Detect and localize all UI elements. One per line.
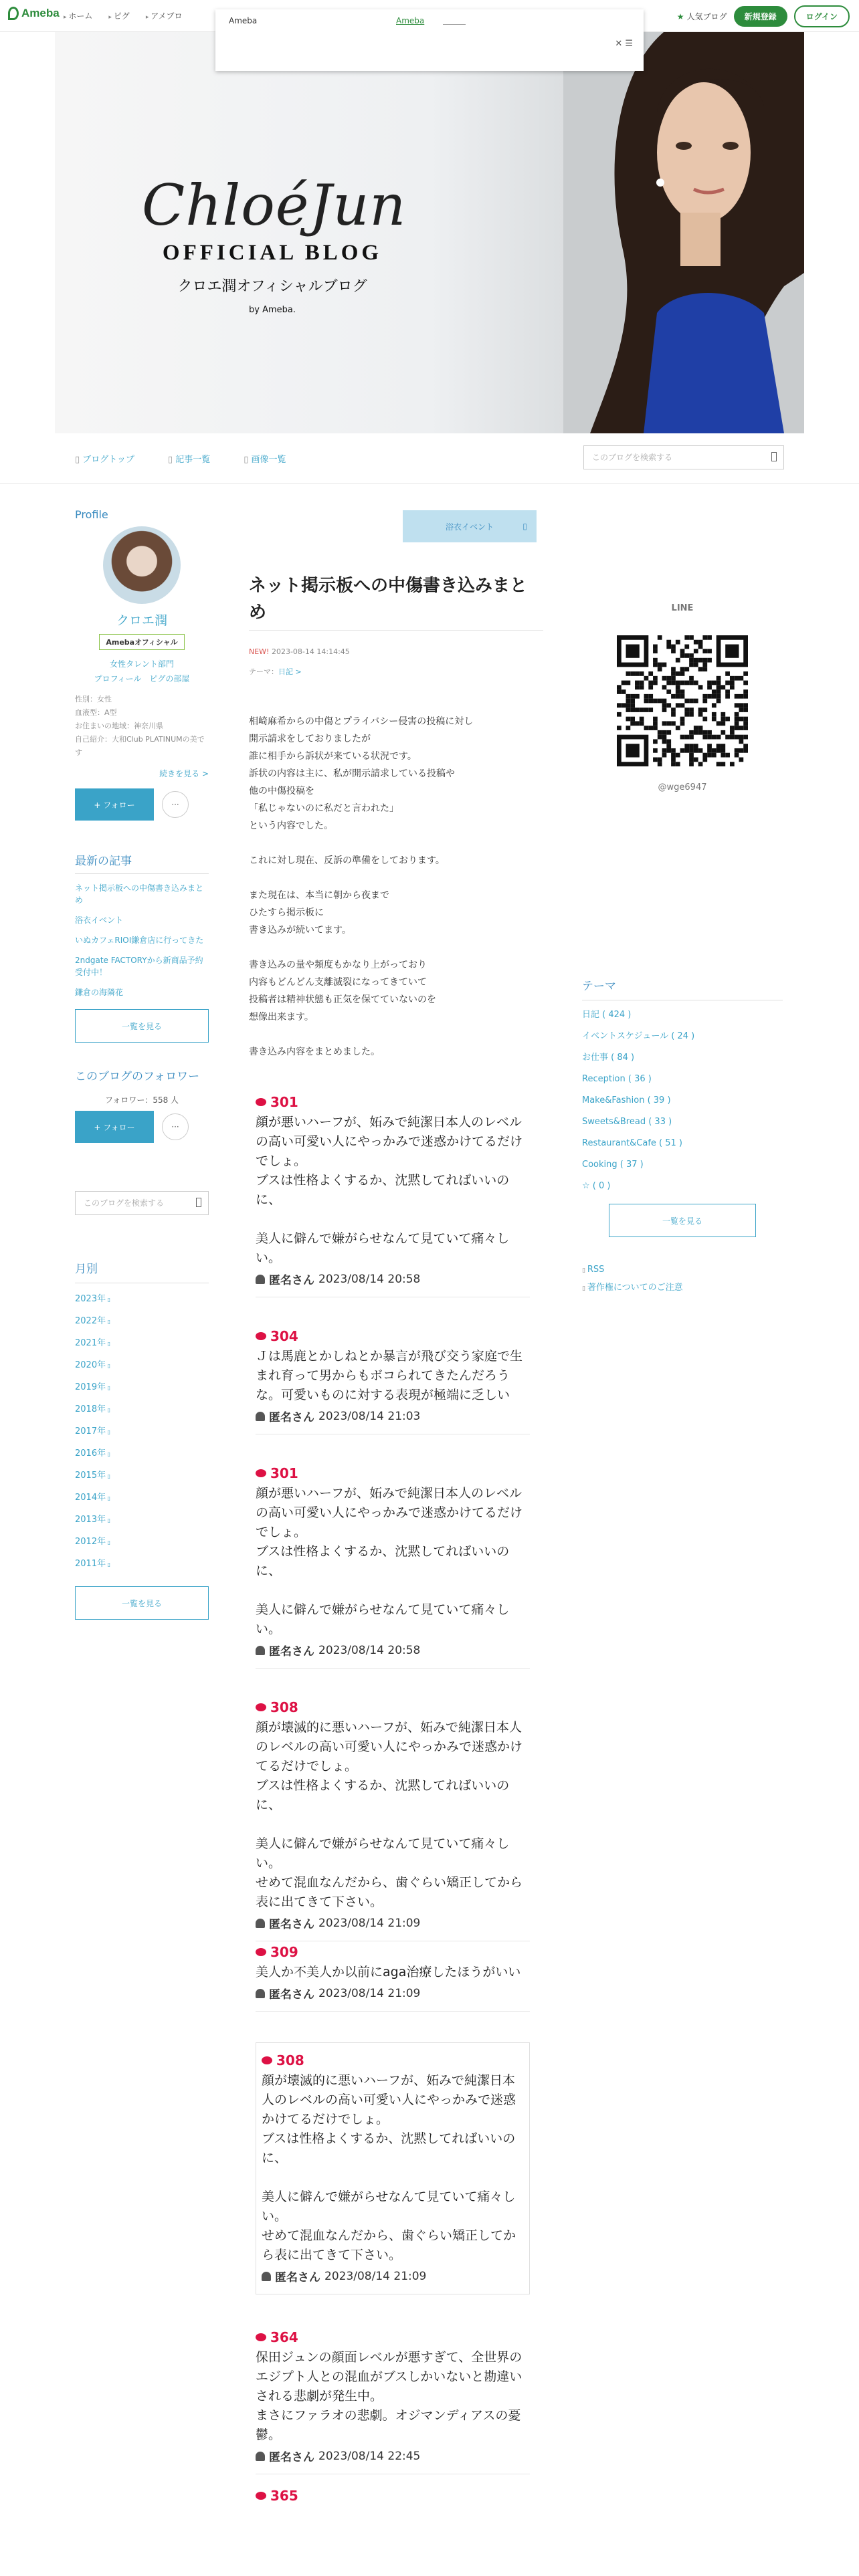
avatar[interactable] <box>103 526 181 604</box>
comment-number[interactable]: 365 <box>256 2488 530 2504</box>
month-item[interactable]: 2021年 ▯ <box>75 1333 209 1355</box>
article-line: また現在は、本当に朝から夜まで <box>249 890 389 901</box>
global-nav <box>64 10 182 21</box>
theme-item[interactable]: Make&Fashion ( 39 ) <box>582 1095 671 1105</box>
month-item[interactable]: 2019年 ▯ <box>75 1377 209 1399</box>
comment-number[interactable]: 309 <box>256 1944 530 1960</box>
theme-item[interactable]: 日記 ( 424 ) <box>582 1010 632 1020</box>
comment-number[interactable]: 301 <box>256 1465 530 1481</box>
profile-links[interactable]: プロフィール ピグの部屋 <box>94 674 190 683</box>
profile-blood: 血液型：A型 <box>75 708 117 717</box>
popup-link[interactable]: Ameba <box>396 16 425 25</box>
signup-button[interactable]: 新規登録 <box>734 6 787 27</box>
subnav-image-list[interactable]: ▯ 画像一覧 <box>244 452 286 465</box>
followers-section <box>75 1067 209 1143</box>
month-item[interactable]: 2020年 ▯ <box>75 1355 209 1377</box>
article-line: 訴状の内容は主に、私が開示請求している投稿や <box>249 768 455 779</box>
blog-title-by: by Ameba. <box>249 305 296 315</box>
comment-author <box>256 2448 530 2464</box>
article-line: 開示請求をしておりましたが <box>249 734 371 744</box>
article-line: 書き込みが続いてます。 <box>249 925 351 936</box>
latest-item[interactable]: 2ndgate FACTORYから新商品予約受付中！ <box>75 956 203 977</box>
line-qr-code[interactable] <box>617 635 748 766</box>
latest-list-button[interactable]: 一覧を見る <box>75 1009 209 1043</box>
comment-text: Ｊは馬鹿とかしねとか暴言が飛び交う家庭で生まれ育って男からもボコられてきたんだろうな。可愛いものに対する表現が極端に乏しい <box>256 1349 523 1402</box>
follow-button[interactable]: + フォロー <box>75 788 154 821</box>
month-item[interactable]: 2011年 ▯ <box>75 1553 209 1576</box>
portrait-image <box>563 32 804 433</box>
subnav-article-list[interactable]: ▯ 記事一覧 <box>168 452 210 465</box>
theme-link[interactable]: 日記 > <box>278 667 302 676</box>
theme-list-button[interactable]: 一覧を見る <box>609 1204 756 1237</box>
comment-number[interactable]: 308 <box>256 1699 530 1715</box>
popular-label: 人気ブログ <box>686 12 727 21</box>
profile-intro: 自己紹介：大和Club PLATINUMの美です <box>75 735 205 757</box>
more-options-icon-2[interactable]: ··· <box>162 1113 189 1140</box>
popup-close-icon[interactable]: ✕ ☰ <box>615 39 633 49</box>
month-item[interactable]: 2017年 ▯ <box>75 1421 209 1443</box>
ameba-logo[interactable] <box>8 7 60 20</box>
rss-link[interactable]: ▯ RSS <box>582 1261 683 1279</box>
article-body <box>249 713 473 1061</box>
comment-date: 2023/08/14 21:09 <box>318 1986 421 2000</box>
article-meta <box>249 647 350 656</box>
blog-title-block <box>142 173 407 315</box>
latest-item[interactable]: 鎌倉の海隣花 <box>75 988 124 997</box>
comment-item <box>256 1094 530 1297</box>
comment-author-name: 匿名さん <box>269 1988 314 2002</box>
theme-item[interactable]: イベントスケジュール ( 24 ) <box>582 1031 695 1041</box>
comment-author-name: 匿名さん <box>275 2271 320 2284</box>
search-icon[interactable] <box>771 452 777 461</box>
comment-author-name: 匿名さん <box>269 1645 314 1658</box>
theme-item[interactable]: ☆ ( 0 ) <box>582 1181 611 1191</box>
comment-author <box>256 1915 530 1931</box>
latest-item[interactable]: 浴衣イベント <box>75 916 124 925</box>
theme-item[interactable]: Restaurant&Cafe ( 51 ) <box>582 1138 683 1148</box>
profile-category[interactable]: 女性タレント部門 <box>110 659 174 669</box>
theme-label: テーマ： <box>249 667 278 676</box>
nav-pigg[interactable]: ▸ ピグ <box>108 10 129 21</box>
comment-item <box>256 2042 530 2294</box>
comment-number[interactable]: 364 <box>256 2329 530 2345</box>
theme-item[interactable]: Reception ( 36 ) <box>582 1074 652 1084</box>
comment-item <box>256 2488 530 2504</box>
blog-title-official: OFFICIAL BLOG <box>162 241 383 265</box>
search-placeholder: このブログを検索する <box>592 453 673 462</box>
logo-text: Ameba <box>21 7 60 19</box>
month-item[interactable]: 2015年 ▯ <box>75 1465 209 1487</box>
article-line: 「私じゃないのに私だと言われた」 <box>249 803 399 814</box>
comment-number[interactable]: 301 <box>256 1094 530 1110</box>
article-line: ひたすら掲示板に <box>249 907 324 918</box>
profile-area: お住まいの地域：神奈川県 <box>75 722 163 730</box>
nav-ameblo[interactable]: ▸ アメブロ <box>146 10 183 21</box>
comment-item <box>256 2329 530 2474</box>
comment-list <box>256 1094 530 2504</box>
month-item[interactable]: 2023年 ▯ <box>75 1289 209 1311</box>
rss-links <box>582 1261 683 1297</box>
profile-info <box>75 693 209 760</box>
article-line: 想像出来ます。 <box>249 1012 314 1023</box>
popular-blog-link[interactable] <box>677 11 727 22</box>
article-line: これに対し現在、反訴の準備をしております。 <box>249 855 445 866</box>
latest-heading: 最新の記事 <box>75 851 209 874</box>
comment-item <box>256 1699 530 1941</box>
comment-author <box>262 2268 524 2284</box>
comment-author <box>256 1642 530 1658</box>
theme-item[interactable]: お仕事 ( 84 ) <box>582 1053 635 1063</box>
month-item[interactable]: 2014年 ▯ <box>75 1487 209 1509</box>
followers-count[interactable]: フォロワー：558 人 <box>104 1095 179 1105</box>
article-line: 他の中傷投稿を <box>249 786 314 796</box>
copyright-link[interactable]: ▯ 著作権についてのご注意 <box>582 1279 683 1297</box>
theme-list <box>582 976 783 1237</box>
article-theme <box>249 666 302 677</box>
latest-item[interactable]: いぬカフェRIOI鎌倉店に行ってきた <box>75 936 204 945</box>
month-item[interactable]: 2012年 ▯ <box>75 1531 209 1553</box>
title-divider <box>249 630 543 631</box>
article-line: 投稿者は精神状態も正気を保てていないのを <box>249 994 436 1005</box>
comment-author <box>256 1985 530 2002</box>
latest-item[interactable]: ネット掲示板への中傷書き込みまとめ <box>75 883 204 905</box>
comment-author <box>256 1271 530 1287</box>
comment-item <box>256 1465 530 1669</box>
profile-heading: Profile <box>75 508 108 521</box>
comment-item <box>256 1328 530 1434</box>
left-search-input[interactable] <box>75 1191 209 1215</box>
followers-heading: このブログのフォロワー <box>75 1070 200 1083</box>
latest-articles <box>75 851 209 1043</box>
comment-date: 2023/08/14 20:58 <box>318 1272 421 1286</box>
comment-number[interactable]: 304 <box>256 1328 530 1344</box>
article-line: 書き込み内容をまとめました。 <box>249 1047 380 1057</box>
comment-date: 2023/08/14 21:03 <box>318 1409 421 1423</box>
profile-name[interactable]: クロエ潤 <box>116 613 167 628</box>
login-button[interactable]: ログイン <box>794 5 850 27</box>
article-line: 誰に相手から訴状が来ている状況です。 <box>249 751 417 762</box>
more-options-icon[interactable]: ··· <box>162 791 189 818</box>
article-line <box>249 869 473 887</box>
theme-item[interactable]: Cooking ( 37 ) <box>582 1160 644 1170</box>
blog-title-name: ChloéJun <box>142 173 407 238</box>
comment-text: 保田ジュンの顔面レベルが悪すぎて、全世界のエジプト人との混血がブスしかいないと勘違いされる悲劇が発生中。 まさにファラオの悲劇。オジマンディアスの憂鬱。 <box>256 2350 522 2442</box>
blog-title-jp: クロエ潤オフィシャルブログ <box>177 278 367 295</box>
article-line <box>249 939 473 956</box>
theme-heading: テーマ <box>582 976 783 1000</box>
star-icon: ★ <box>676 11 684 21</box>
left-search-placeholder: このブログを検索する <box>84 1198 165 1208</box>
article-line: 内容もどんどん支離滅裂になってきていて <box>249 977 427 988</box>
comment-author-name: 匿名さん <box>269 1411 314 1424</box>
article-line: 相崎麻希からの中傷とプライバシー侵害の投稿に対し <box>249 716 474 727</box>
comment-date: 2023/08/14 21:09 <box>318 1916 421 1930</box>
ameba-leaf-icon <box>8 7 19 20</box>
monthly-archive <box>75 1259 209 1620</box>
line-heading: LINE <box>671 603 694 613</box>
comment-author-name: 匿名さん <box>269 1274 314 1287</box>
month-item[interactable]: 2013年 ▯ <box>75 1509 209 1531</box>
left-sidebar <box>75 508 209 1620</box>
month-list-button[interactable]: 一覧を見る <box>75 1586 209 1620</box>
blog-hero-banner <box>55 32 804 433</box>
comment-author-name: 匿名さん <box>269 2451 314 2464</box>
profile-gender: 性別：女性 <box>75 695 112 704</box>
comment-number[interactable]: 308 <box>262 2052 524 2068</box>
follow-button-2[interactable]: + フォロー <box>75 1111 154 1143</box>
line-id: @wge6947 <box>658 782 707 792</box>
month-item[interactable]: 2022年 ▯ <box>75 1311 209 1333</box>
comment-text: 顔が壊滅的に悪いハーフが、妬みで純潔日本人のレベルの高い可愛い人にやっかみで迷惑かけてるだけでしょ。 ブスは性格よくするか、沈黙してればいいのに、 美人に僻んで嫌がらせなんて見ていて痛々しい。 せめて混血なんだから、歯ぐらい矯正してから表に出てきて下さい。 <box>256 1720 523 1909</box>
blog-subnav <box>0 433 859 484</box>
month-item[interactable]: 2016年 ▯ <box>75 1443 209 1465</box>
article-date: 2023-08-14 14:14:45 <box>271 647 350 656</box>
overlay-popup <box>215 9 644 71</box>
comment-text: 顔が壊滅的に悪いハーフが、妬みで純潔日本人のレベルの高い可愛い人にやっかみで迷惑かけてるだけでしょ。 ブスは性格よくするか、沈黙してればいいのに、 美人に僻んで嫌がらせなんて見ていて痛々しい。 せめて混血なんだから、歯ぐらい矯正してから表に出てきて下さい。 <box>262 2073 516 2262</box>
nav-home[interactable]: ▸ ホーム <box>64 10 92 21</box>
article-line <box>249 835 473 852</box>
article-line <box>249 1026 473 1043</box>
article-line: という内容でした。 <box>249 821 333 831</box>
new-badge: NEW! <box>249 647 270 656</box>
blog-search-input[interactable] <box>583 445 784 469</box>
left-search-icon[interactable] <box>196 1198 201 1207</box>
comment-text: 顔が悪いハーフが、妬みで純潔日本人のレベルの高い可愛い人にやっかみで迷惑かけてるだけでしょ。 ブスは性格よくするか、沈黙してればいいのに、 美人に僻んで嫌がらせなんて見ていて痛々しい。 <box>256 1486 523 1636</box>
comment-date: 2023/08/14 22:45 <box>318 2449 421 2463</box>
popup-underline <box>443 24 466 25</box>
comment-date: 2023/08/14 21:09 <box>324 2269 427 2283</box>
article-title[interactable]: ネット掲示板への中傷書き込みまとめ <box>249 576 528 623</box>
article-line: 書き込みの量や頻度もかなり上がっており <box>249 960 427 970</box>
month-item[interactable]: 2018年 ▯ <box>75 1399 209 1421</box>
comment-author <box>256 1408 530 1424</box>
comment-author-name: 匿名さん <box>269 1918 314 1931</box>
comment-item <box>256 1944 530 2012</box>
month-heading: 月別 <box>75 1259 209 1283</box>
profile-more-link[interactable]: 続きを見る > <box>159 769 209 778</box>
comment-text: 美人か不美人か以前にaga治療したほうがいい <box>256 1965 521 1979</box>
subnav-blog-top[interactable]: ▯ ブログトップ <box>75 452 134 465</box>
official-badge: Amebaオフィシャル <box>99 634 185 650</box>
popup-label: Ameba <box>229 16 258 25</box>
comment-date: 2023/08/14 20:58 <box>318 1643 421 1657</box>
comment-text: 顔が悪いハーフが、妬みで純潔日本人のレベルの高い可愛い人にやっかみで迷惑かけてるだけでしょ。 ブスは性格よくするか、沈黙してればいいのに、 美人に僻んで嫌がらせなんて見ていて痛々しい。 <box>256 1115 523 1265</box>
event-tag-button[interactable]: 浴衣イベント ▯ <box>403 510 537 542</box>
theme-item[interactable]: Sweets&Bread ( 33 ) <box>582 1117 672 1127</box>
